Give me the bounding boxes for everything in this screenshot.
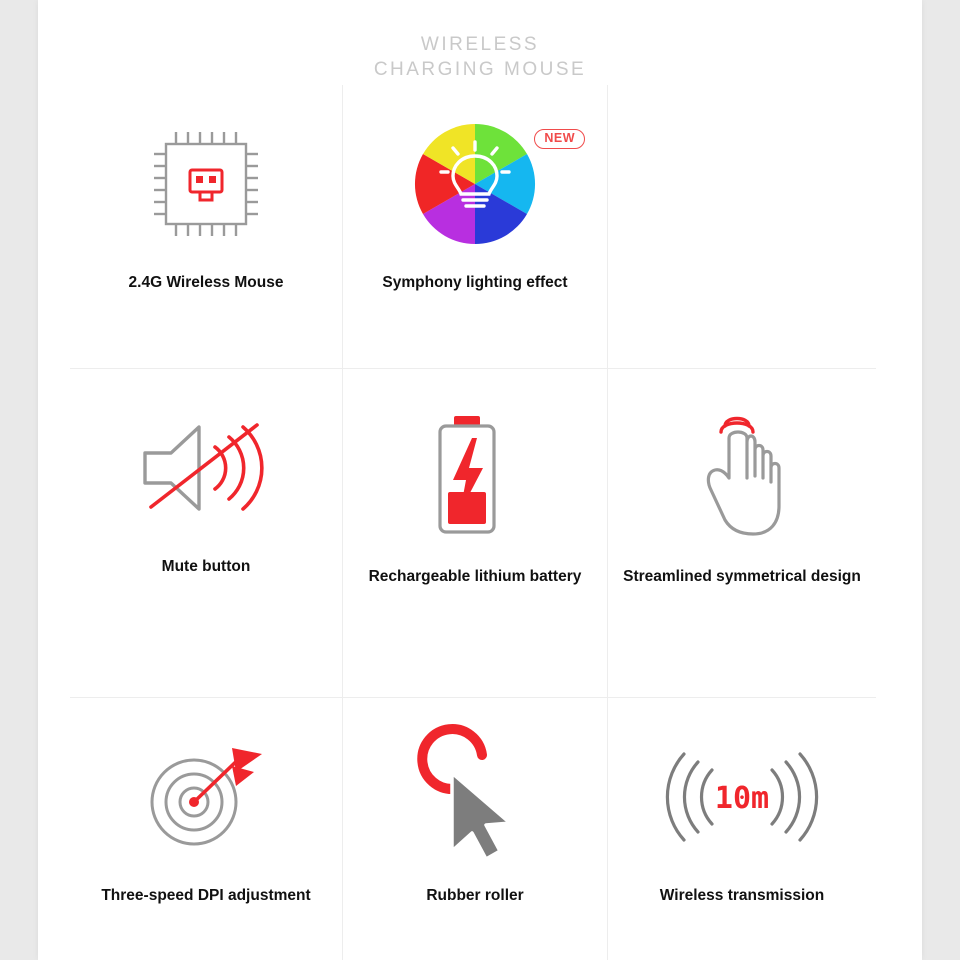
- feature-cell-wireless-transmission: [608, 697, 876, 960]
- feature-cell-lighting-effect: [342, 85, 608, 368]
- feature-label: Rubber roller: [426, 887, 524, 904]
- page-title-line1: WIRELESS: [420, 34, 540, 55]
- feature-label: Symphony lighting effect: [382, 274, 568, 291]
- ghost-text: [156, 303, 160, 318]
- feature-label: Wireless transmission: [659, 887, 825, 904]
- feature-cell-empty: [608, 85, 876, 368]
- feature-label: 2.4G Wireless Mouse: [128, 274, 284, 291]
- signal-waves-10m-icon: [608, 712, 876, 882]
- hand-click-icon: [608, 393, 876, 563]
- feature-cell-battery: [342, 368, 608, 697]
- feature-cell-dpi-adjustment: [70, 697, 342, 960]
- feature-label: Rechargeable lithium battery: [368, 568, 582, 585]
- feature-cell-mute-button: [70, 368, 342, 697]
- page-title: [38, 32, 922, 82]
- ghost-text: [134, 617, 138, 632]
- chip-usb-icon: [70, 99, 342, 269]
- mute-speaker-icon: [70, 383, 342, 553]
- cursor-scroll-icon: [343, 712, 607, 882]
- feature-cell-symmetrical-design: [608, 368, 876, 697]
- feature-label: Three-speed DPI adjustment: [101, 887, 311, 904]
- rgb-color-wheel-bulb-icon: [343, 99, 607, 269]
- page-title-line2: CHARGING MOUSE: [373, 59, 587, 80]
- distance-text: 10m: [714, 781, 770, 816]
- battery-lightning-icon: [343, 393, 607, 563]
- target-dart-icon: [70, 712, 342, 882]
- feature-label: Mute button: [161, 558, 251, 575]
- feature-grid: [70, 85, 876, 960]
- new-badge: NEW: [534, 129, 585, 149]
- feature-cell-rubber-roller: [342, 697, 608, 960]
- feature-cell-wireless-mouse: [70, 85, 342, 368]
- feature-label: Streamlined symmetrical design: [623, 568, 861, 585]
